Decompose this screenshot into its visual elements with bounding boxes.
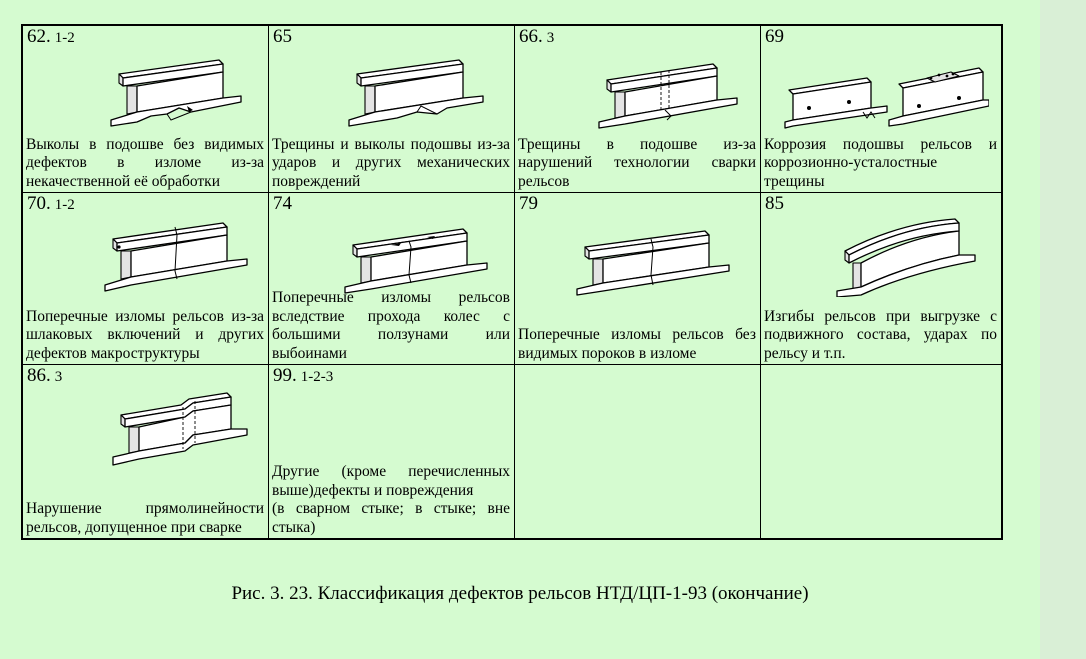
defect-code: 65 [273,26,292,47]
rail-base-crack-impact-icon [287,50,497,130]
defect-description: Коррозия подошвы рельсов и коррозионно-усталостные трещины [764,135,997,190]
defect-location-note: (в сварном стыке; в стыке; вне стыка) [272,500,510,536]
defect-classification-table [21,24,1003,540]
defect-description: Нарушение прямолинейности рельсов, допущенное при сварке [26,500,264,536]
rail-bent-icon [779,217,989,297]
figure-caption: Рис. 3. 23. Классификация дефектов рельсов НТД/ЦП-1-93 (окончание) [231,583,809,604]
table-cell-empty [761,365,1001,538]
table-cell-99 [269,365,515,538]
table-cell-74 [269,193,515,365]
rail-weld-misalignment-icon [41,389,251,469]
defect-description: Трещины и выколы подошвы из-за ударов и других механических повреждений [272,135,510,190]
defect-code: 85 [765,193,784,214]
defect-description: Изгибы рельсов при выгрузке с подвижного состава, ударах по рельсу и т.п. [764,307,997,362]
rail-transverse-break-slag-icon [41,217,251,297]
defect-description: Выколы в подошве без видимых дефектов в изломе из-за некачественной её обработки [26,135,264,190]
rail-transverse-break-wheel-icon [287,217,497,297]
defect-code: 62. 1-2 [27,26,75,47]
defect-description: Другие (кроме перечисленных выше)дефекты и повреждения (в сварном стыке; в стыке; вне стыка) [272,463,510,536]
defect-code: 69 [765,26,784,47]
table-cell-70 [23,193,269,365]
defect-description: Поперечные изломы рельсов вследствие прохода колес с большими ползунами или выбоинами [272,289,510,362]
rail-corrosion-icon [779,50,989,130]
rail-weld-base-crack-icon [533,50,743,130]
table-cell-66 [515,26,761,193]
defect-code: 66. 3 [519,26,555,47]
defect-code: 70. 1-2 [27,193,75,214]
defect-description: Поперечные изломы рельсов из-за шлаковых включений и других дефектов макроструктуры [26,307,264,362]
right-margin-strip [1040,0,1086,659]
defect-code: 99. 1-2-3 [273,365,334,386]
defect-code: 86. 3 [27,365,63,386]
rail-base-chipping-icon [41,50,251,130]
table-cell-62 [23,26,269,193]
defect-description: Поперечные изломы рельсов без видимых пороков в изломе [518,326,756,362]
table-cell-85 [761,193,1001,365]
table-cell-empty [515,365,761,538]
rail-transverse-break-clean-icon [533,217,743,297]
table-cell-65 [269,26,515,193]
table-cell-86 [23,365,269,538]
defect-code: 74 [273,193,292,214]
table-cell-79 [515,193,761,365]
defect-description: Трещины в подошве из-за нарушений технологии сварки рельсов [518,135,756,190]
table-cell-69 [761,26,1001,193]
defect-code: 79 [519,193,538,214]
